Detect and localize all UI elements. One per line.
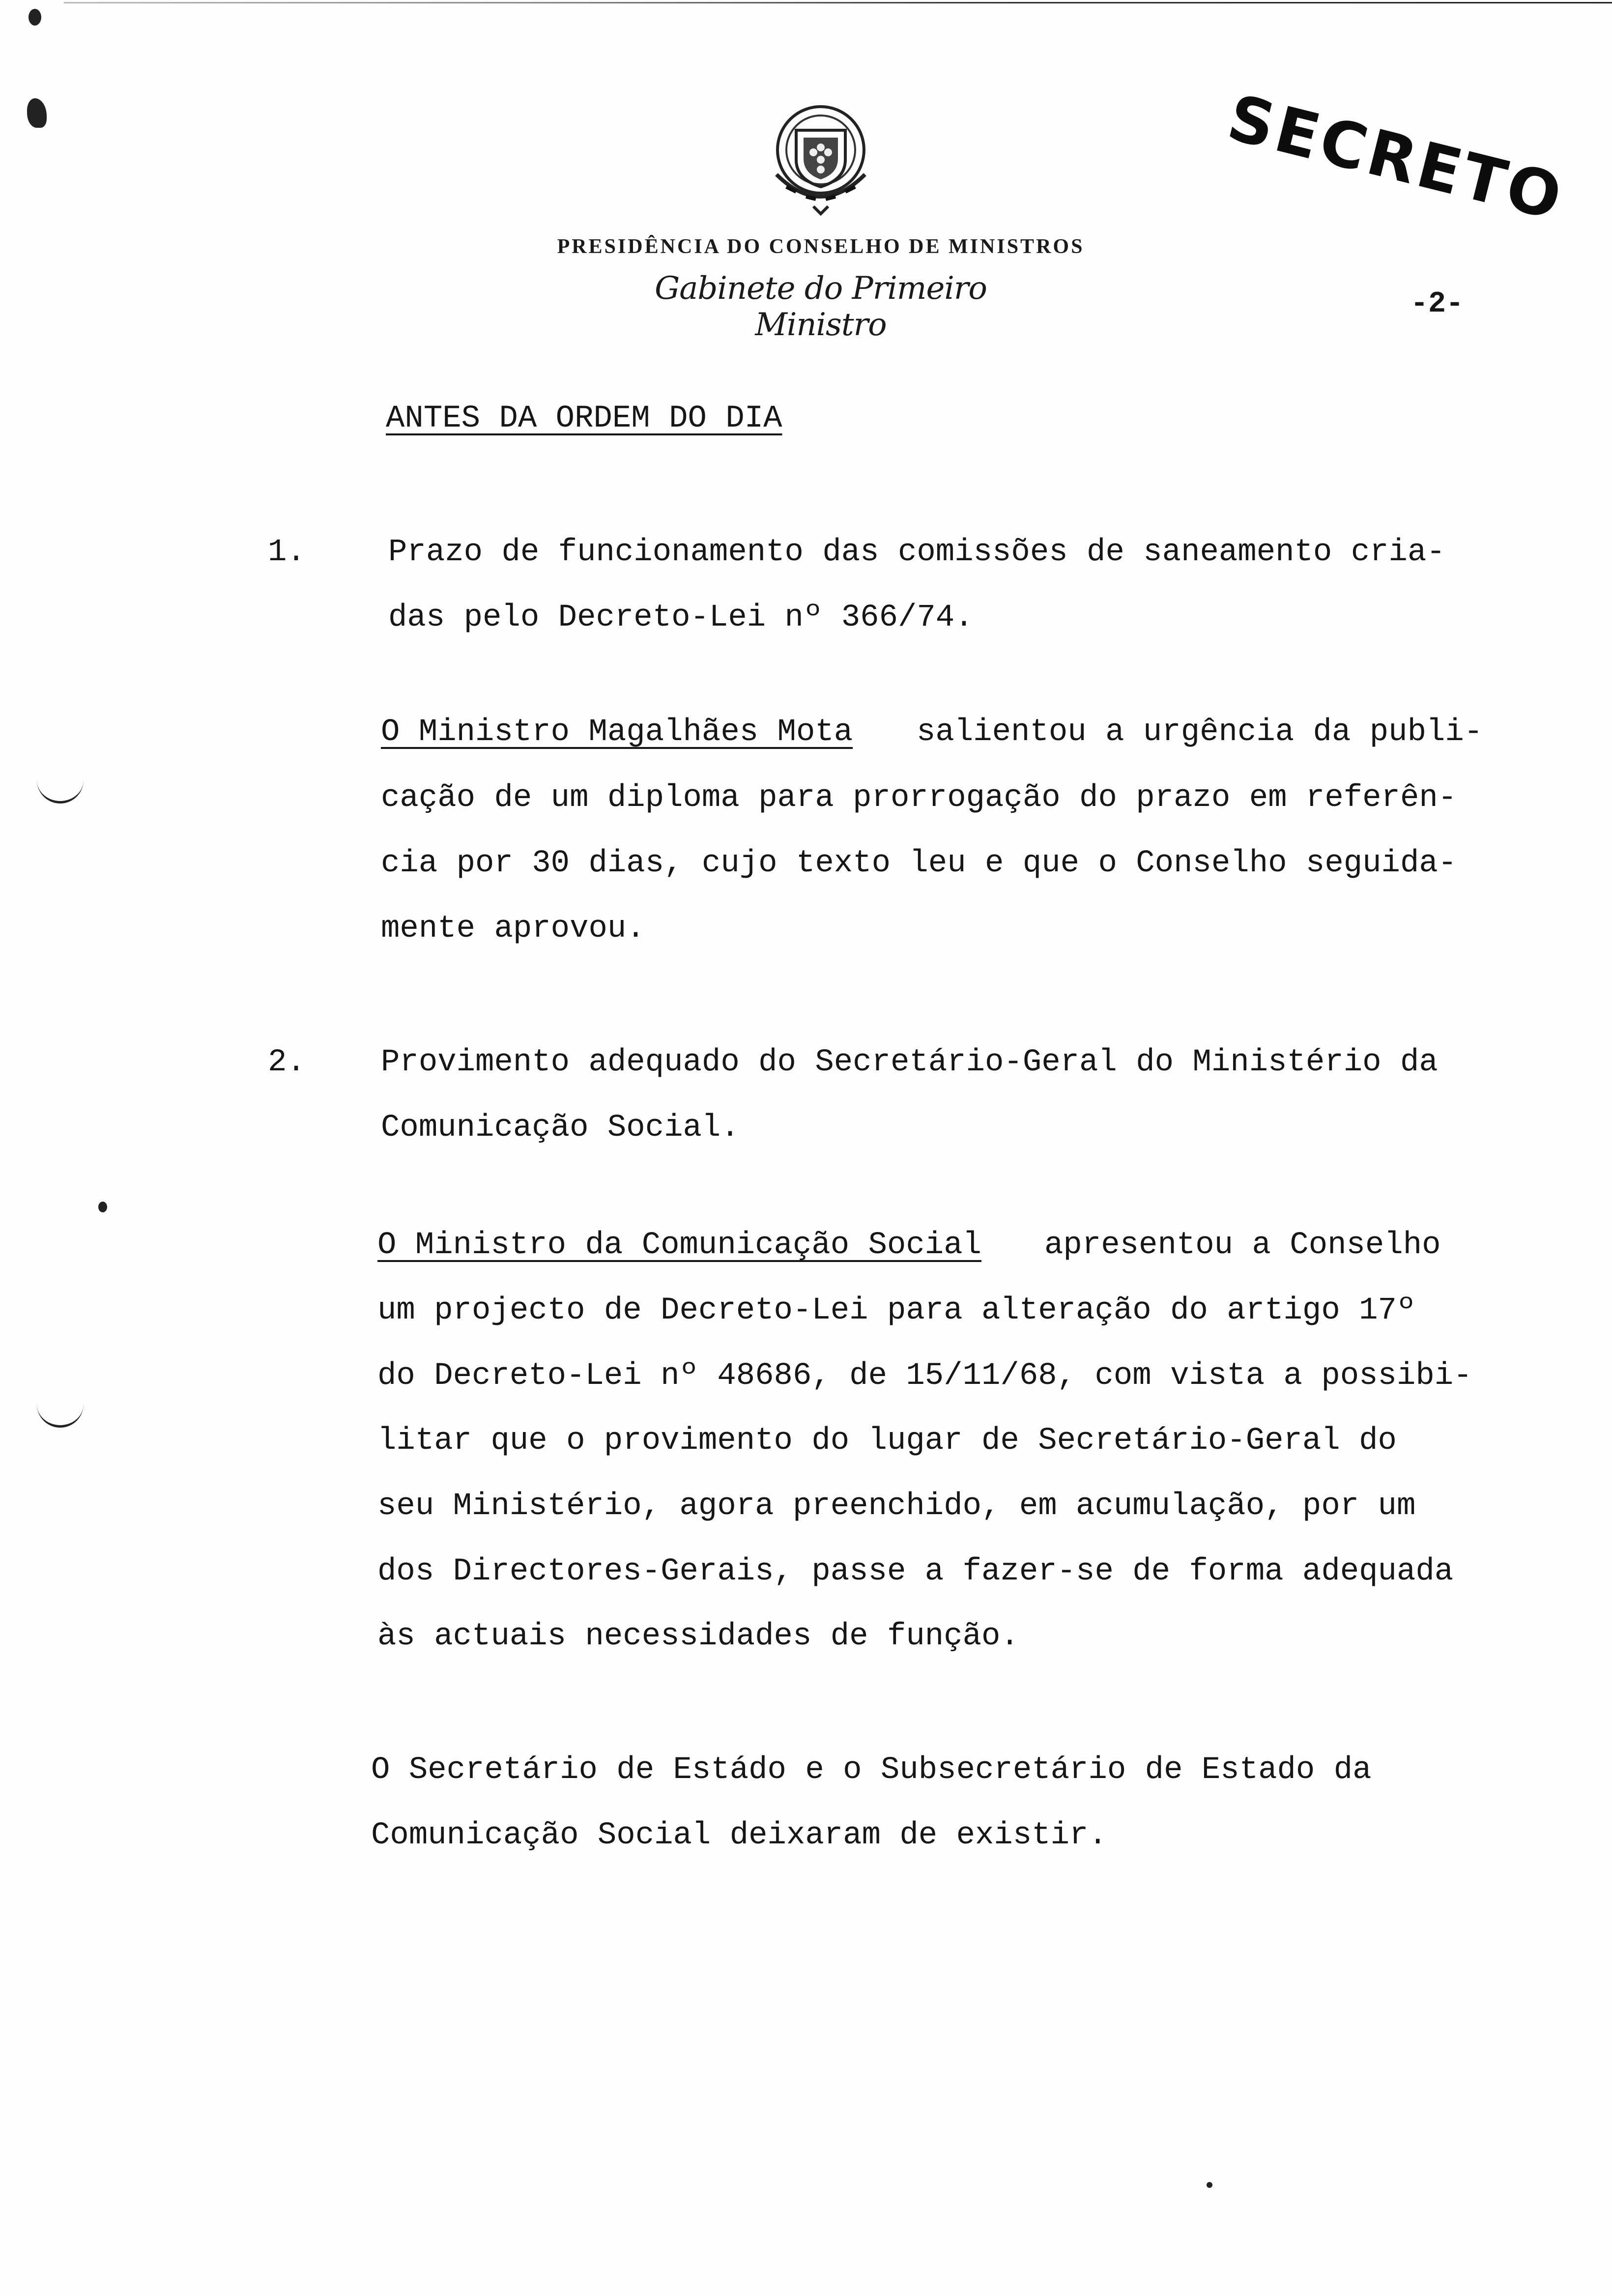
speaker-name: O Ministro Magalhães Mota [381,715,853,750]
paragraph-line: litar que o provimento do lugar de Secretário-Geral do [377,1423,1397,1459]
scan-speck [98,1202,107,1212]
paragraph-line: salientou a urgência da publi- [917,715,1483,750]
paragraph-line: cação de um diploma para prorrogação do prazo em referên- [381,780,1457,816]
paragraph-line: apresentou a Conselho [1044,1228,1441,1263]
item-title-line: das pelo Decreto-Lei nº 366/74. [388,600,974,635]
coat-of-arms-emblem [767,101,875,219]
closing-line: Comunicação Social deixaram de existir. [371,1818,1107,1853]
item-title-line: Prazo de funcionamento das comissões de saneamento cria- [388,535,1445,570]
item-number: 1. [268,535,306,570]
page-number: -2- [1410,287,1464,321]
scan-speck [29,9,41,26]
speaker-name: O Ministro da Comunicação Social [377,1228,981,1263]
punch-hole-mark [37,776,84,804]
paragraph-line: do Decreto-Lei nº 48686, de 15/11/68, com vista a possibi- [377,1358,1472,1394]
item-title-line: Provimento adequado do Secretário-Geral do Ministério da [381,1045,1438,1080]
punch-hole-mark [37,1401,84,1428]
section-heading: ANTES DA ORDEM DO DIA [386,401,782,436]
scan-speck [27,98,47,128]
item-title-line: Comunicação Social. [381,1110,740,1146]
paragraph-line: dos Directores-Gerais, passe a fazer-se de forma adequada [377,1554,1454,1589]
classification-stamp: SECRETO [1220,81,1571,235]
paragraph-line: seu Ministério, agora preenchido, em acumulação, por um [377,1489,1416,1524]
office-name: Gabinete do Primeiro Ministro [655,270,987,343]
scan-speck [1207,2182,1212,2188]
paragraph-line: cia por 30 dias, cujo texto leu e que o Conselho seguida- [381,846,1457,881]
organization-name: PRESIDÊNCIA DO CONSELHO DE MINISTROS [557,235,1085,258]
paragraph-line: mente aprovou. [381,911,645,947]
paragraph-line: às actuais necessidades de função. [377,1619,1019,1654]
item-number: 2. [268,1045,306,1080]
closing-line: O Secretário de Estádo e o Subsecretário de Estado da [371,1752,1372,1788]
scan-edge-line [64,2,1612,3]
paragraph-line: um projecto de Decreto-Lei para alteração do artigo 17º [377,1293,1416,1328]
